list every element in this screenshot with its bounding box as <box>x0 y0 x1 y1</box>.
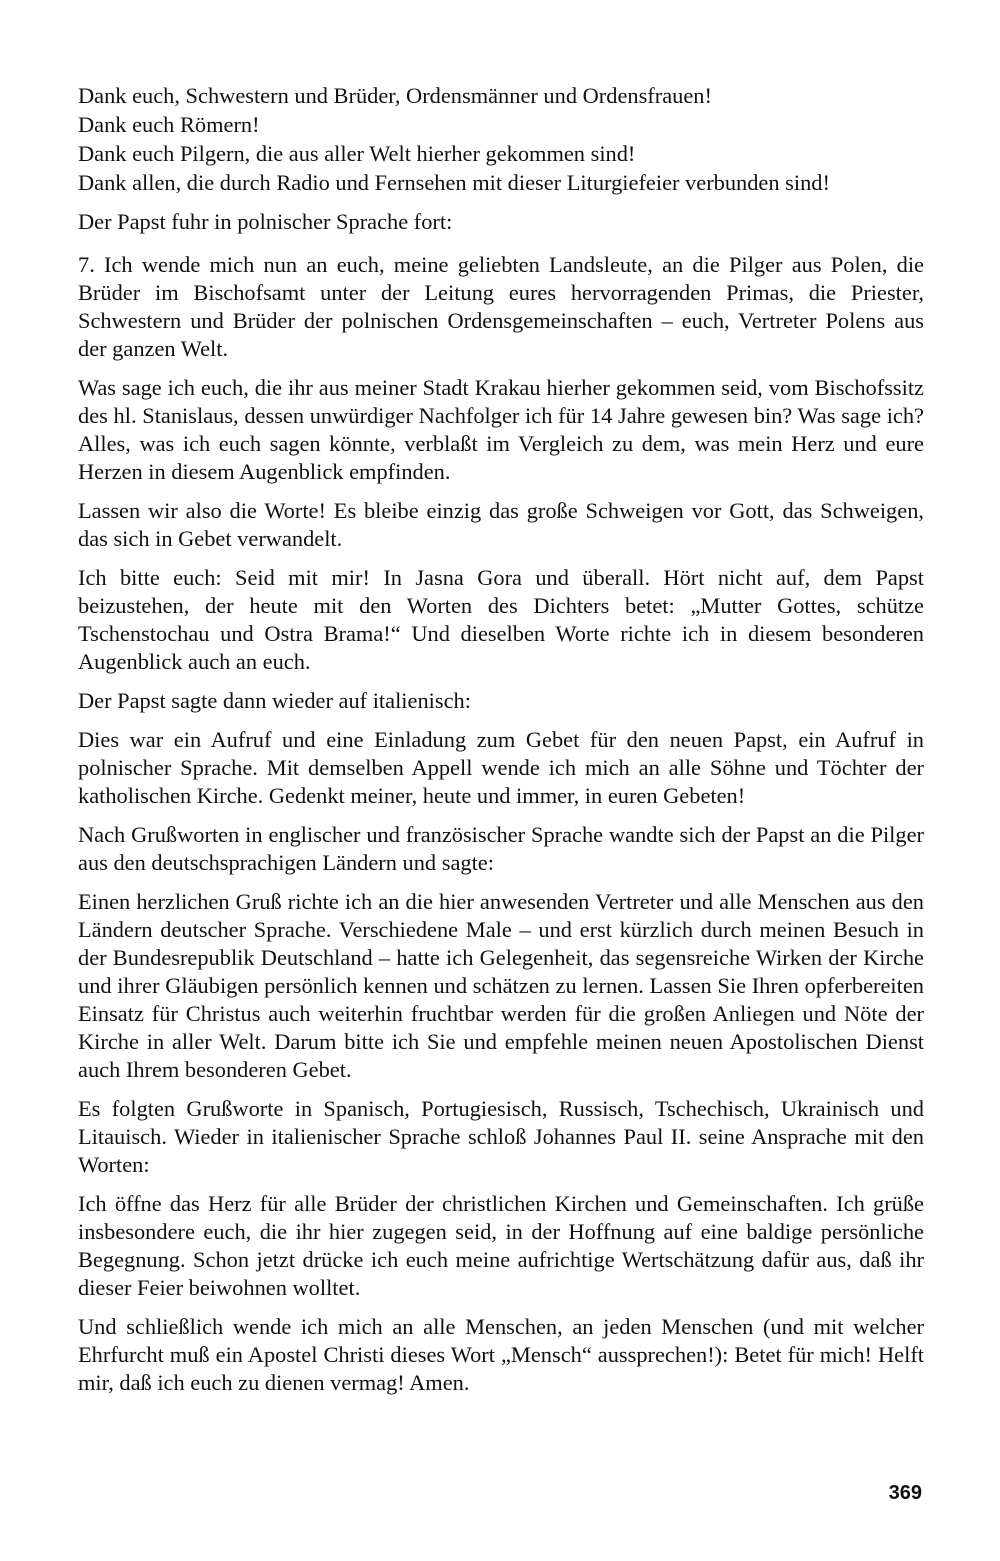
paragraph-9: Ich bitte euch: Seid mit mir! In Jasna Gora und überall. Hört nicht auf, dem Papst beizustehen, der heute mit den Worten des Dichters betet: „Mutter Gottes, schütze Tschenstochau und Ostra Brama!“ Und dieselben Worte richte ich in diesem besonderen Augenblick auch an euch. <box>78 565 924 674</box>
paragraph-4: Dank allen, die durch Radio und Fernsehen mit dieser Liturgiefeier verbunden sind! <box>78 170 830 195</box>
paragraph-15: Ich öffne das Herz für alle Brüder der christlichen Kirchen und Gemeinschaften. Ich grüße insbesondere euch, die ihr hier zugegen seid, in der Hoffnung auf eine baldige persönliche Begegnung. Schon jetzt drücke ich euch meine aufrichtige Wertschätzung dafür aus, daß ihr dieser Feier beiwohnen wolltet. <box>78 1191 924 1300</box>
paragraph-2: Dank euch Römern! <box>78 112 260 137</box>
paragraph-7: Was sage ich euch, die ihr aus meiner Stadt Krakau hierher gekommen seid, vom Bischofssitz des hl. Stanislaus, dessen unwürdiger Nachfolger ich für 14 Jahre gewesen bin? Was sage ich? Alles, was ich euch sagen könnte, verblaßt im Vergleich zu dem, was mein Herz und eure Herzen in diesem Augenblick empfinden. <box>78 375 924 484</box>
paragraph-10: Der Papst sagte dann wieder auf italienisch: <box>78 688 471 713</box>
paragraph-16: Und schließlich wende ich mich an alle Menschen, an jeden Menschen (und mit welcher Ehrfurcht muß ein Apostel Christi dieses Wort „Mensch“ aussprechen!): Betet für mich! Helft mir, daß ich euch zu dienen vermag! Amen. <box>78 1314 924 1395</box>
paragraph-6: 7. Ich wende mich nun an euch, meine geliebten Landsleute, an die Pilger aus Polen, die Brüder im Bischofsamt unter der Leitung eures hervorragenden Primas, die Priester, Schwestern und Brüder der polnischen Ordensgemeinschaften – euch, Vertreter Polens aus der ganzen Welt. <box>78 252 924 361</box>
paragraph-11: Dies war ein Aufruf und eine Einladung zum Gebet für den neuen Papst, ein Aufruf in polnischer Sprache. Mit demselben Appell wende ich mich an alle Söhne und Töchter der katholischen Kirche. Gedenkt meiner, heute und immer, in euren Gebeten! <box>78 727 924 808</box>
paragraph-5: Der Papst fuhr in polnischer Sprache fort: <box>78 209 453 234</box>
paragraph-8: Lassen wir also die Worte! Es bleibe einzig das große Schweigen vor Gott, das Schweigen, das sich in Gebet verwandelt. <box>78 498 924 551</box>
page-number: 369 <box>888 1482 922 1504</box>
page-body <box>78 82 924 1408</box>
paragraph-3: Dank euch Pilgern, die aus aller Welt hierher gekommen sind! <box>78 141 636 166</box>
paragraph-12: Nach Grußworten in englischer und französischer Sprache wandte sich der Papst an die Pilger aus den deutschsprachigen Ländern und sagte: <box>78 822 924 875</box>
paragraph-14: Es folgten Grußworte in Spanisch, Portugiesisch, Russisch, Tschechisch, Ukrainisch und Litauisch. Wieder in italienischer Sprache schloß Johannes Paul II. seine Ansprache mit den Worten: <box>78 1096 924 1177</box>
paragraph-13: Einen herzlichen Gruß richte ich an die hier anwesenden Vertreter und alle Menschen aus den Ländern deutscher Sprache. Verschiedene Male – und erst kürzlich durch meinen Besuch in der Bundesrepublik Deutschland – hatte ich Gelegenheit, das segensreiche Wirken der Kirche und ihrer Gläubigen persönlich kennen und schätzen zu lernen. Lassen Sie Ihren opferbereiten Einsatz für Christus auch weiterhin fruchtbar werden für die großen Anliegen und Nöte der Kirche in aller Welt. Darum bitte ich Sie und empfehle meinen neuen Apostolischen Dienst auch Ihrem besonderen Gebet. <box>78 889 924 1082</box>
paragraph-1: Dank euch, Schwestern und Brüder, Ordensmänner und Ordensfrauen! <box>78 83 712 108</box>
